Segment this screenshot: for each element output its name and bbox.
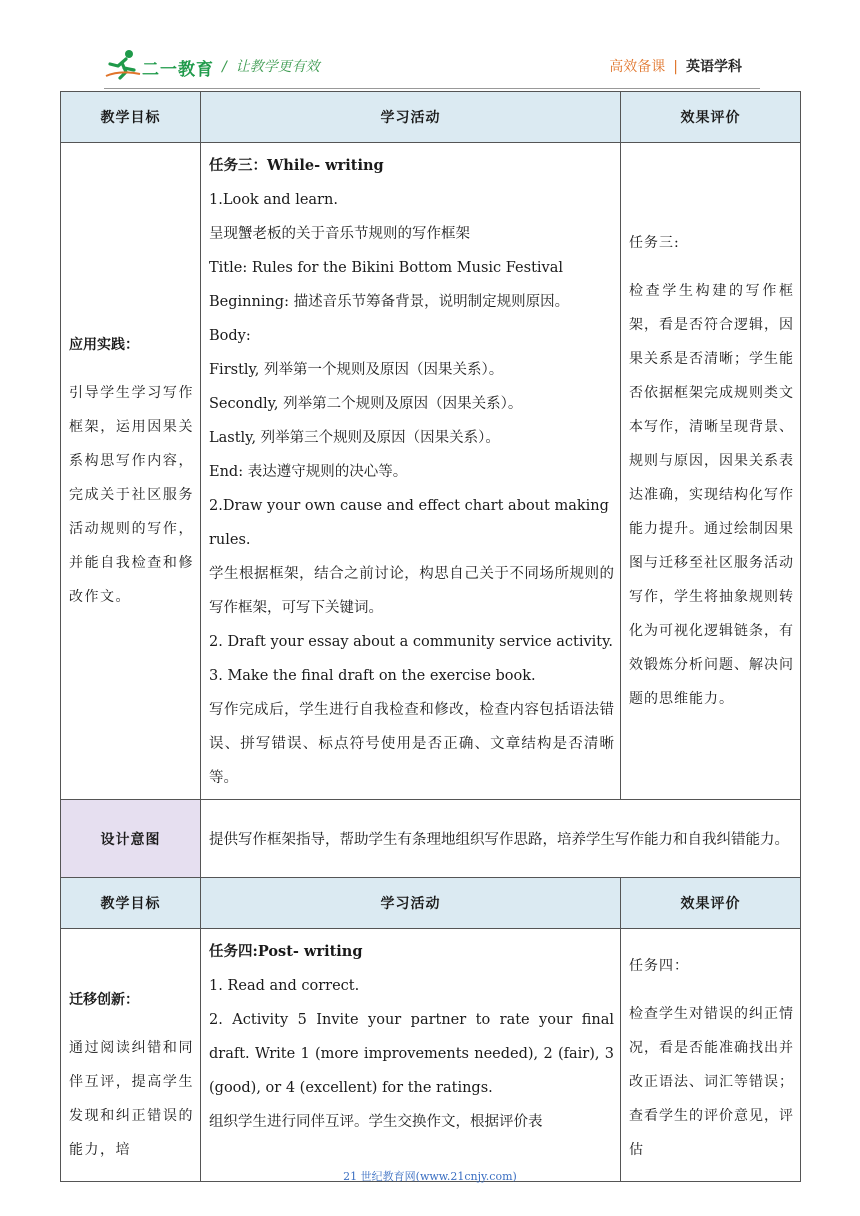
- runner-logo-icon: [104, 48, 142, 80]
- header-activity: 学习活动: [201, 878, 621, 929]
- activity-line: Firstly, 列举第一个规则及原因（因果关系）。: [209, 362, 504, 378]
- eval-text: 检查学生对错误的纠正情况，看是否能准确找出并改正语法、词汇等错误；查看学生的评价意见，评估: [629, 1006, 794, 1158]
- activity-line: End: 表达遵守规则的决心等。: [209, 464, 408, 480]
- goal-text: 通过阅读纠错和同伴互评，提高学生发现和纠正错误的能力，培: [69, 1040, 194, 1158]
- activity-cell: [201, 143, 621, 800]
- design-label: 设计意图: [61, 800, 201, 878]
- lesson-table: [60, 91, 801, 1182]
- header-activity: 学习活动: [201, 92, 621, 143]
- goal-title: 迁移创新：: [69, 992, 139, 1008]
- activity-line: 3. Make the final draft on the exercise book.: [209, 668, 536, 684]
- evaluation-cell: [621, 143, 801, 800]
- activity-line: Secondly, 列举第二个规则及原因（因果关系）。: [209, 396, 523, 412]
- activity-line: 写作完成后，学生进行自我检查和修改，检查内容包括语法错误、拼写错误、标点符号使用是否正确、文章结构是否清晰等。: [209, 702, 614, 786]
- brand-name: 二一教育: [142, 60, 214, 80]
- activity-line: Body:: [209, 328, 251, 344]
- goal-cell: [61, 143, 201, 800]
- table-header-row-2: [61, 878, 801, 929]
- activity-line: 2. Draft your essay about a community service activity.: [209, 634, 613, 650]
- header-evaluation: 效果评价: [621, 92, 801, 143]
- eval-title: 任务四：: [629, 958, 689, 974]
- activity-line: 任务四:Post- writing: [209, 943, 363, 960]
- eval-text: 检查学生构建的写作框架，看是否符合逻辑，因果关系是否清晰；学生能否依据框架完成规则类文本写作，清晰呈现背景、规则与原因，因果关系表达准确，实现结构化写作能力提升。通过绘制因果图与迁移至社区服务活动写作，学生将抽象规则转化为可视化逻辑链条，有效锻炼分析问题、解决问题的思维能力。: [629, 283, 794, 707]
- activity-line: 组织学生进行同伴互评。学生交换作文，根据评价表: [209, 1114, 543, 1130]
- goal-title: 应用实践：: [69, 337, 139, 353]
- activity-line: 1.Look and learn.: [209, 192, 338, 208]
- activity-line: 学生根据框架，结合之前讨论，构思自己关于不同场所规则的写作框架，可写下关键词。: [209, 566, 614, 616]
- activity-line: 1. Read and correct.: [209, 978, 360, 994]
- activity-line: 呈现蟹老板的关于音乐节规则的写作框架: [209, 226, 470, 242]
- activity-line: 2. Activity 5 Invite your partner to rate your final draft. Write 1 (more improvements needed), 2 (fair), 3 (good), or 4 (excellent) for the ratings.: [209, 1012, 614, 1096]
- design-row: [61, 800, 801, 878]
- header-slogan: / 让教学更有效: [222, 59, 320, 75]
- activity-line: Title: Rules for the Bikini Bottom Music Festival: [209, 260, 564, 276]
- table-header-row: [61, 92, 801, 143]
- header-goal: 教学目标: [61, 878, 201, 929]
- goal-cell: [61, 929, 201, 1182]
- table-row: [61, 143, 801, 800]
- eval-title: 任务三:: [629, 235, 680, 251]
- page-header: [0, 0, 860, 88]
- activity-line: 任务三：While- writing: [209, 157, 384, 174]
- table-row: [61, 929, 801, 1182]
- activity-line: Lastly, 列举第三个规则及原因（因果关系）。: [209, 430, 500, 446]
- page-footer: 21 世纪教育网(www.21cnjy.com): [343, 1170, 517, 1183]
- header-evaluation: 效果评价: [621, 878, 801, 929]
- activity-line: 2.Draw your own cause and effect chart about making rules.: [209, 498, 609, 548]
- header-goal: 教学目标: [61, 92, 201, 143]
- evaluation-cell: [621, 929, 801, 1182]
- header-divider: [104, 88, 760, 89]
- header-subject: 高效备课 | 英语学科: [609, 59, 742, 75]
- design-text: 提供写作框架指导，帮助学生有条理地组织写作思路，培养学生写作能力和自我纠错能力。: [201, 800, 801, 878]
- activity-cell: [201, 929, 621, 1182]
- goal-text: 引导学生学习写作框架，运用因果关系构思写作内容，完成关于社区服务活动规则的写作，并能自我检查和修改作文。: [69, 385, 194, 605]
- activity-line: Beginning: 描述音乐节筹备背景，说明制定规则原因。: [209, 294, 570, 310]
